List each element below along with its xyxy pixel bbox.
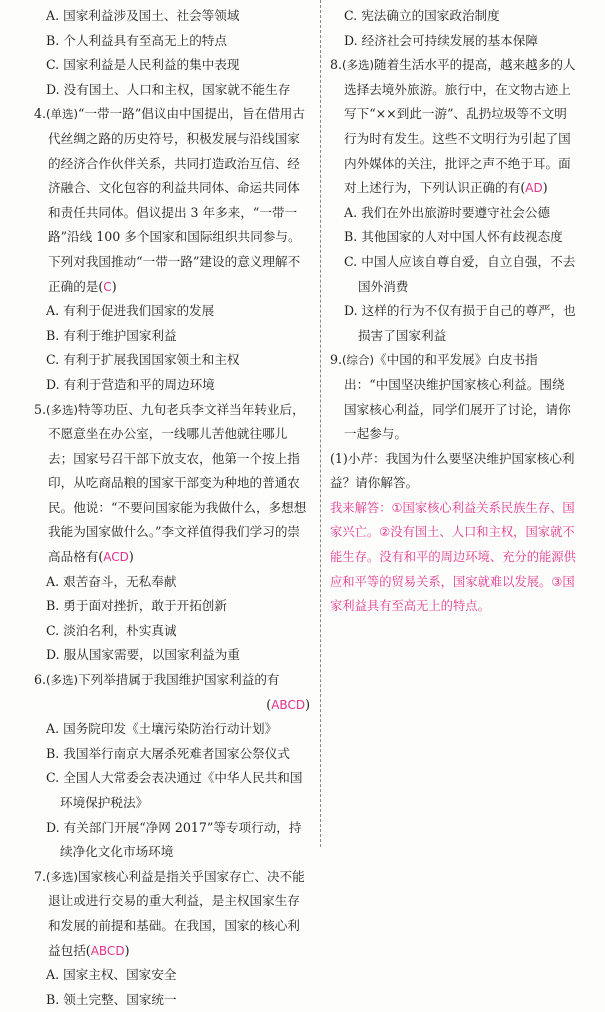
left-column [34,4,310,1012]
option-c: C. 淡泊名利，朴实真诚 [46,622,177,638]
answer-label: 我来解答： [330,500,392,515]
option-d-prev: D. 没有国土、人口和主权，国家就不能生存 [46,81,291,97]
option-a: A. 国家主权、国家安全 [46,967,177,983]
question-text: 特等功臣、九旬老兵李文祥当年转业后，不愿意坐在办公室，一线哪儿苦他就往哪儿去；国家号召干部下放支农，他第一个按上指印，从吃商品粮的国家干部变为种地的普通农民。他说：“不要问国家能为我做什么，多想想我能为国家做什么。”李文祥值得我们学习的崇高品格有( [48,401,307,565]
question-text: 随着生活水平的提高，越来越多的人选择去境外旅游。旅行中，在文物古迹上写下“××到此一游”、乱扔垃圾等不文明行为时有发生。这些不文明行为引起了国内外媒体的关注，批评之声不绝于耳。面对上述行为，下列认识正确的有( [344,57,576,196]
option-a: A. 国务院印发《土壤污染防治行动计划》 [46,721,278,737]
question-6: 6.(多选)下列举措属于我国维护国家利益的有 [34,672,280,688]
option-d: D. 有关部门开展“净网 2017”等专项行动，持续净化文化市场环境 [46,819,302,860]
option-b-prev: B. 个人利益具有至高无上的特点 [46,32,227,48]
option-c-prev: C. 国家利益是人民利益的集中表现 [46,57,240,73]
question-7: 7.(多选)国家核心利益是指关乎国家存亡、决不能退让或进行交易的重大利益，是主权国家生存和发展的前提和基础。在我国，国家的核心利益包括(ABCD) [34,868,305,958]
answer-line: (ABCD) [266,696,310,712]
option-b: B. 领土完整、国家统一 [46,991,177,1007]
question-tag: (多选) [46,402,79,417]
answer-mark: ACD [103,550,129,565]
option-a-prev: A. 国家利益涉及国土、社会等领域 [46,8,240,23]
option-d: D. 服从国家需要，以国家利益为重 [46,647,240,663]
option-b: B. 其他国家的人对中国人怀有歧视态度 [344,229,563,245]
question-tag: (多选) [46,673,79,688]
question-text: 国家核心利益是指关乎国家存亡、决不能退让或进行交易的重大利益，是主权国家生存和发展的前提和基础。在我国，国家的核心利益包括( [48,868,305,958]
question-8: 8.(多选)随着生活水平的提高，越来越多的人选择去境外旅游。旅行中，在文物古迹上写下“××到此一游”、乱扔垃圾等不文明行为时有发生。这些不文明行为引起了国内外媒体的关注，批评之声不绝于耳。面对上述行为，下列认识正确的有(AD) [330,57,576,196]
option-b: B. 有利于维护国家利益 [46,327,177,343]
option-d-prev: D. 经济社会可持续发展的基本保障 [344,32,538,48]
answer-mark: AD [525,181,543,196]
question-tag: (综合) [342,353,375,368]
sub-question: (1)小芹：我国为什么要坚决维护国家核心利益？请你解答。 [330,450,575,491]
question-5: 5.(多选)特等功臣、九旬老兵李文祥当年转业后，不愿意坐在办公室，一线哪儿苦他就往哪儿去；国家号召干部下放支农，他第一个按上指印，从吃商品粮的国家干部变为种地的普通农民。他说：“不要问国家能为我做什么，多想想我能为国家做什么。”李文祥值得我们学习的崇高品格有(ACD) [34,401,307,565]
question-tag: (多选) [342,58,375,73]
option-b: B. 我国举行南京大屠杀死难者国家公祭仪式 [46,745,290,761]
option-a: A. 有利于促进我们国家的发展 [46,303,215,319]
answer-block [330,496,576,619]
option-d: D. 有利于营造和平的周边环境 [46,376,215,392]
question-text: “一带一路”倡议由中国提出，旨在借用古代丝绸之路的历史符号，积极发展与沿线国家的经济合作伙伴关系，共同打造政治互信、经济融合、文化包容的利益共同体、命运共同体和责任共同体。倡议提出 3 年多来，“一带一路”沿线 100 多个国家和国际组织共同参与。下列对我国推动“一带一路”建设的意义理解不正确的是( [48,106,305,294]
option-c: C. 全国人大常委会表决通过《中华人民共和国环境保护税法》 [46,770,303,810]
question-text: 下列举措属于我国维护国家利益的有 [78,672,280,688]
answer-mark: ABCD [271,697,306,712]
right-column [330,4,576,619]
question-tag: (单选) [46,107,79,122]
option-c: C. 中国人应该自尊自爱，自立自强，不去国外消费 [344,253,576,294]
option-a: A. 艰苦奋斗，无私奉献 [46,573,177,589]
answer-mark: C [103,279,112,294]
question-4: 4.(单选)“一带一路”倡议由中国提出，旨在借用古代丝绸之路的历史符号，积极发展与沿线国家的经济合作伙伴关系，共同打造政治互信、经济融合、文化包容的利益共同体、命运共同体和责任共同体。倡议提出 3 年多来，“一带一路”沿线 100 多个国家和国际组织共同参与。下列对我国推动“一带一路”建设的意义理解不正确的是(C) [34,106,305,294]
option-a: A. 我们在外出旅游时要遵守社会公德 [344,204,551,220]
answer-text: ①国家核心利益关系民族生存、国家兴亡。②没有国土、人口和主权，国家就不能生存。没有和平的周边环境、充分的能源供应和平等的贸易关系，国家就难以发展。③国家利益具有至高无上的特点。 [330,500,576,614]
option-c: C. 有利于扩展我国国家领土和主权 [46,352,240,368]
question-text: 《中国的和平发展》白皮书指出：“中国坚决维护国家核心利益。围绕国家核心利益，同学们展开了讨论，请你一起参与。 [344,352,571,442]
column-divider [320,0,321,847]
answer-mark: ABCD [90,943,125,958]
option-b: B. 勇于面对挫折，敢于开拓创新 [46,598,227,614]
question-9: 9.(综合)《中国的和平发展》白皮书指出：“中国坚决维护国家核心利益。围绕国家核心利益，同学们展开了讨论，请你一起参与。 [330,352,571,442]
question-tag: (多选) [46,869,79,884]
option-d: D. 这样的行为不仅有损于自己的尊严，也损害了国家利益 [344,303,576,343]
option-c-prev: C. 宪法确立的国家政治制度 [344,8,500,23]
